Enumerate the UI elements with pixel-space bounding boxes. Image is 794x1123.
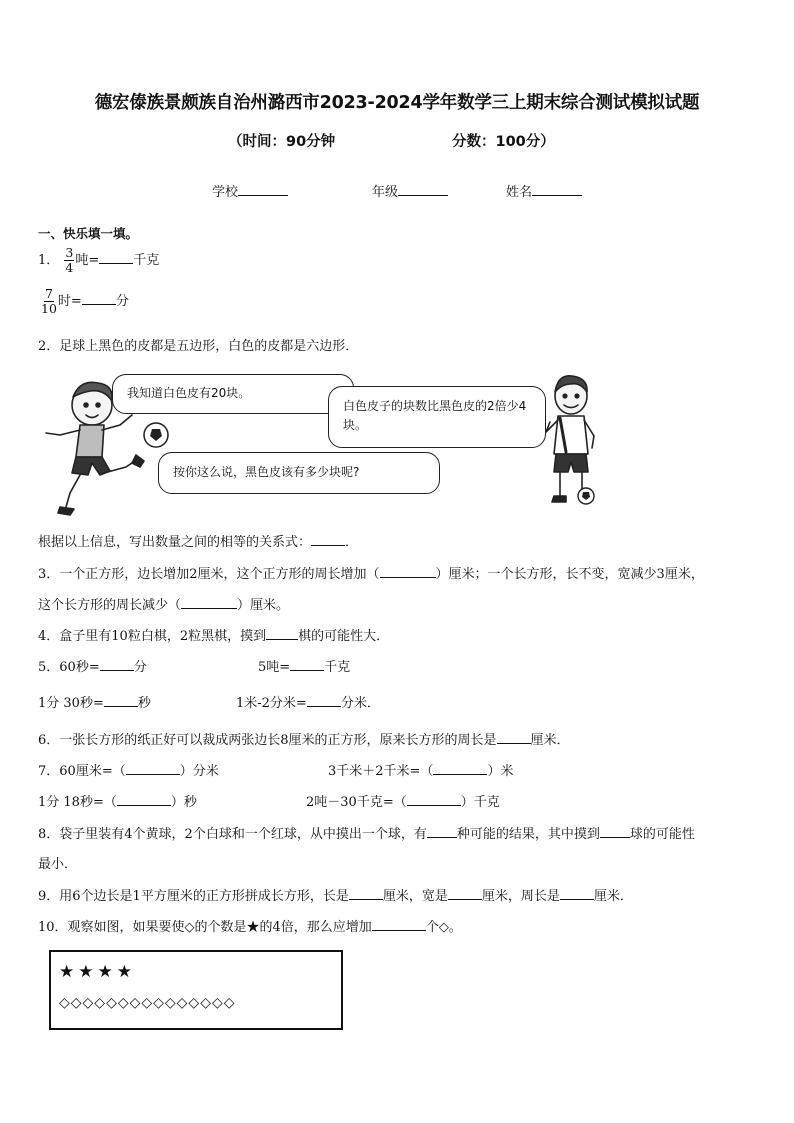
unit-text: ）米: [487, 764, 514, 779]
question-9: [38, 885, 633, 904]
speech-bubble-2: [328, 386, 546, 448]
question-text: 球的可能性: [629, 827, 695, 842]
question-text: 7．60厘米=（: [38, 764, 126, 779]
question-text: 5吨=: [258, 660, 291, 675]
name-blank[interactable]: [532, 181, 582, 196]
school-field: [212, 181, 288, 200]
question-text: 厘米．: [593, 889, 633, 904]
answer-blank[interactable]: [600, 824, 630, 838]
question-6: [38, 729, 570, 748]
question-text: 1分 30秒=: [38, 696, 104, 711]
answer-blank[interactable]: [407, 792, 461, 806]
answer-blank[interactable]: [181, 595, 237, 609]
grade-blank[interactable]: [398, 181, 448, 196]
unit-text: 千克: [133, 253, 160, 268]
answer-blank[interactable]: [307, 693, 341, 707]
answer-blank[interactable]: [448, 886, 482, 900]
question-2: 2．足球上黑色的皮都是五边形，白色的皮都是六边形．: [38, 339, 359, 354]
name-field: [506, 181, 582, 200]
question-1a: [38, 246, 159, 275]
answer-blank[interactable]: [372, 917, 426, 931]
question-text: 10．观察如图，如果要使◇的个数是★的4倍，那么应增加: [38, 920, 372, 935]
question-5c: [38, 692, 151, 711]
question-text: 2吨－30千克=（: [306, 795, 407, 810]
answer-blank[interactable]: [117, 792, 171, 806]
speech-text: 白色皮子的块数比黑色皮的2倍少4块。: [343, 399, 527, 432]
diamond-row: ◇◇◇◇◇◇◇◇◇◇◇◇◇◇◇: [59, 995, 236, 1011]
question-text: 9．用6个边长是1平方厘米的正方形拼成长方形，长是: [38, 889, 349, 904]
question-4: [38, 625, 389, 644]
unit-text: ）分米: [179, 764, 219, 779]
question-2-followup: [38, 531, 358, 550]
speech-text: 我知道白色皮有20块。: [127, 386, 251, 400]
question-text: 8．袋子里装有4个黄球，2个白球和一个红球，从中摸出一个球，有: [38, 827, 427, 842]
question-text: 种可能的结果，其中摸到: [456, 827, 600, 842]
question-5b: [258, 656, 350, 675]
fraction-numerator: 3: [65, 245, 74, 260]
unit-text: 分: [115, 294, 129, 309]
question-text: 根据以上信息，写出数量之间的相等的关系式：: [38, 535, 312, 550]
answer-blank[interactable]: [266, 626, 298, 640]
fraction: [64, 246, 74, 275]
question-number: 1．: [38, 253, 60, 268]
answer-blank[interactable]: [497, 730, 531, 744]
question-5a: [38, 656, 147, 675]
question-7c: [38, 791, 197, 810]
question-text: 1米-2分米=: [236, 696, 307, 711]
question-text: 棋的可能性大．: [298, 629, 390, 644]
question-text: 时=: [57, 294, 82, 309]
question-text: 4．盒子里有10粒白棋，2粒黑棋，摸到: [38, 629, 267, 644]
answer-blank[interactable]: [433, 761, 487, 775]
question-7a: [38, 760, 219, 779]
answer-blank[interactable]: [290, 657, 324, 671]
page-title: 德宏傣族景颇族自治州潞西市2023-2024学年数学三上期末综合测试模拟试题: [94, 93, 700, 113]
section-heading: 一、快乐填一填。: [38, 226, 139, 241]
answer-blank[interactable]: [349, 886, 383, 900]
question-5d: [236, 692, 380, 711]
question-10: [38, 916, 462, 935]
speech-text: 按你这么说，黑色皮该有多少块呢?: [173, 465, 360, 479]
speech-bubble-3: [158, 452, 440, 494]
star-row: ★★★★: [59, 962, 136, 982]
unit-text: 秒: [137, 696, 151, 711]
fraction-denominator: 4: [65, 260, 74, 275]
boy-standing-illustration: [538, 372, 604, 507]
grade-field: [372, 181, 448, 200]
question-text: 吨=: [75, 253, 100, 268]
question-text: ）厘米。: [237, 598, 290, 613]
figure-box: [49, 950, 343, 1030]
question-text: 个◇。: [425, 920, 462, 935]
unit-text: 千克: [324, 660, 351, 675]
exam-time: （时间：90分钟: [228, 134, 336, 150]
question-text: 厘米，周长是: [481, 889, 560, 904]
question-text: 6．一张长方形的纸正好可以裁成两张边长8厘米的正方形，原来长方形的周长是: [38, 733, 497, 748]
answer-blank[interactable]: [99, 250, 133, 264]
question-text: 厘米，宽是: [382, 889, 448, 904]
question-text: 这个长方形的周长减少（: [38, 598, 182, 613]
answer-blank[interactable]: [560, 886, 594, 900]
name-label: 姓名: [506, 185, 533, 200]
answer-blank[interactable]: [104, 693, 138, 707]
school-label: 学校: [212, 185, 239, 200]
school-blank[interactable]: [238, 181, 288, 196]
question-3-line1: [38, 563, 704, 582]
fraction-denominator: 10: [41, 301, 57, 316]
fraction: [41, 287, 57, 316]
unit-text: ）秒: [170, 795, 197, 810]
answer-blank[interactable]: [380, 564, 436, 578]
fraction-numerator: 7: [44, 286, 53, 301]
answer-blank[interactable]: [82, 291, 116, 305]
question-8-line1: [38, 823, 695, 842]
unit-text: ）千克: [460, 795, 500, 810]
question-text: 1分 18秒=（: [38, 795, 117, 810]
question-text: ）厘米；一个长方形，长不变，宽减少3厘米，: [435, 567, 704, 582]
answer-blank[interactable]: [427, 824, 457, 838]
answer-blank[interactable]: [126, 761, 180, 775]
grade-label: 年级: [372, 185, 399, 200]
answer-blank[interactable]: [311, 532, 345, 546]
question-text: ．: [345, 535, 359, 550]
question-7d: [306, 791, 500, 810]
soccer-ball-icon: [144, 423, 168, 447]
question-1b: [40, 287, 129, 316]
answer-blank[interactable]: [100, 657, 134, 671]
speech-bubble-1: [112, 374, 354, 414]
question-3-line2: [38, 594, 289, 613]
question-8-line2: 最小．: [38, 857, 78, 872]
exam-score: 分数：100分）: [452, 134, 555, 150]
question-text: 3．一个正方形，边长增加2厘米，这个正方形的周长增加（: [38, 567, 380, 582]
question-text: 5．60秒=: [38, 660, 100, 675]
unit-text: 分米．: [340, 696, 380, 711]
question-text: 3千米＋2千米=（: [328, 764, 434, 779]
question-7b: [328, 760, 513, 779]
unit-text: 分: [133, 660, 147, 675]
question-text: 厘米．: [530, 733, 570, 748]
